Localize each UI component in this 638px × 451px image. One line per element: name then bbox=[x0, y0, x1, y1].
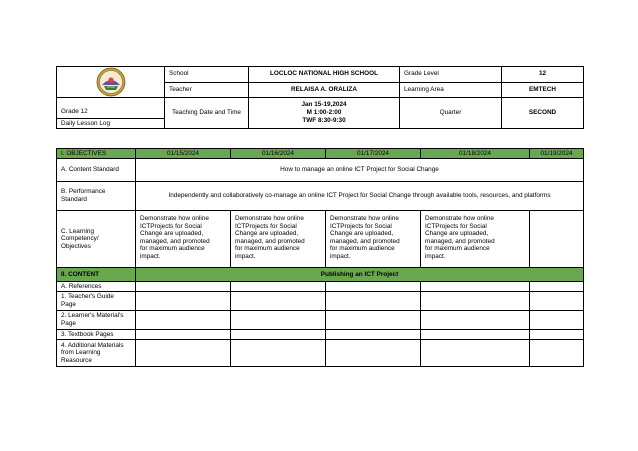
date-line-3: TWF 8:30-9:30 bbox=[302, 116, 346, 124]
references-label: A. References bbox=[57, 282, 136, 292]
quarter-value: SECOND bbox=[502, 98, 584, 129]
empty-cell bbox=[231, 330, 326, 340]
empty-cell bbox=[136, 330, 231, 340]
date-col-1: 01/15/2024 bbox=[136, 149, 231, 159]
empty-cell bbox=[326, 340, 421, 367]
empty-cell bbox=[421, 340, 530, 367]
empty-cell bbox=[326, 282, 421, 292]
empty-cell bbox=[326, 292, 421, 311]
learning-area-value: EMTECH bbox=[502, 82, 584, 98]
objectives-heading: I. OBJECTIVES bbox=[57, 149, 136, 159]
content-value: Publishing an ICT Project bbox=[136, 268, 584, 282]
teaching-date-value bbox=[249, 98, 400, 129]
date-col-2: 01/16/2024 bbox=[231, 149, 326, 159]
empty-cell bbox=[136, 292, 231, 311]
date-line-2: M 1:00-2:00 bbox=[306, 109, 342, 117]
content-standard-label: A. Content Standard bbox=[57, 159, 136, 182]
empty-cell bbox=[421, 292, 530, 311]
empty-cell bbox=[421, 282, 530, 292]
teaching-date-label: Teaching Date and Time bbox=[165, 98, 249, 129]
additional-materials-label: 4. Additional Materials from Learning Reasource bbox=[57, 340, 136, 367]
empty-cell bbox=[421, 311, 530, 330]
competency-cell-5 bbox=[530, 211, 584, 268]
competency-cell-1: Demonstrate how online ICTProjects for Social Change are uploaded, managed, and promoted for maximum audience impact. bbox=[136, 211, 231, 268]
empty-cell bbox=[326, 311, 421, 330]
date-col-3: 01/17/2024 bbox=[326, 149, 421, 159]
competency-cell-2: Demonstrate how online ICTProjects for Social Change are uploaded, managed, and promoted for maximum audience impact. bbox=[231, 211, 326, 268]
empty-cell bbox=[326, 330, 421, 340]
empty-cell bbox=[136, 340, 231, 367]
quarter-label: Quarter bbox=[400, 98, 502, 129]
teacher-value: RELAISA A. ORALIZA bbox=[249, 82, 400, 98]
empty-cell bbox=[530, 330, 584, 340]
date-col-5: 01/19/2024 bbox=[530, 149, 584, 159]
teacher-label: Teacher bbox=[165, 82, 249, 98]
teachers-guide-label: 1. Teacher's Guide Page bbox=[57, 292, 136, 311]
header-table bbox=[56, 66, 584, 129]
textbook-label: 3. Textbook Pages bbox=[57, 330, 136, 340]
grade-level-label: Grade Level bbox=[400, 67, 502, 83]
empty-cell bbox=[530, 292, 584, 311]
date-col-4: 01/18/2024 bbox=[421, 149, 530, 159]
content-heading: II. CONTENT bbox=[57, 268, 136, 282]
grade-label: Grade 12 bbox=[57, 98, 165, 119]
performance-standard-label: B. Performance Standard bbox=[57, 182, 136, 211]
empty-cell bbox=[231, 292, 326, 311]
competency-cell-4: Demonstrate how online ICTProjects for Social Change are uploaded, managed, and promoted for maximum audience impact. bbox=[421, 211, 530, 268]
log-title: Daily Lesson Log bbox=[57, 119, 165, 129]
empty-cell bbox=[136, 282, 231, 292]
empty-cell bbox=[231, 311, 326, 330]
empty-cell bbox=[530, 282, 584, 292]
learning-competency-label: C. Learning Competency/ Objectives bbox=[57, 211, 136, 268]
learners-material-label: 2. Learner's Material's Page bbox=[57, 311, 136, 330]
grade-level-value: 12 bbox=[502, 67, 584, 83]
date-line-1: Jan 15-19,2024 bbox=[301, 101, 347, 109]
content-standard-value: How to manage an online ICT Project for Social Change bbox=[136, 159, 584, 182]
school-seal-icon bbox=[96, 67, 126, 97]
learning-area-label: Learning Area bbox=[400, 82, 502, 98]
lesson-log-table bbox=[56, 148, 584, 367]
performance-standard-value: Independently and collaboratively co-manage an online ICT Project for Social Change through available tools, resources, and platforms bbox=[136, 182, 584, 211]
empty-cell bbox=[530, 311, 584, 330]
empty-cell bbox=[530, 340, 584, 367]
school-value: LOCLOC NATIONAL HIGH SCHOOL bbox=[249, 67, 400, 83]
empty-cell bbox=[231, 282, 326, 292]
school-label: School bbox=[165, 67, 249, 83]
competency-cell-3: Demonstrate how online ICTProjects for Social Change are uploaded, managed, and promoted for maximum audience impact. bbox=[326, 211, 421, 268]
empty-cell bbox=[136, 311, 231, 330]
empty-cell bbox=[421, 330, 530, 340]
logo-cell bbox=[57, 67, 165, 98]
empty-cell bbox=[231, 340, 326, 367]
